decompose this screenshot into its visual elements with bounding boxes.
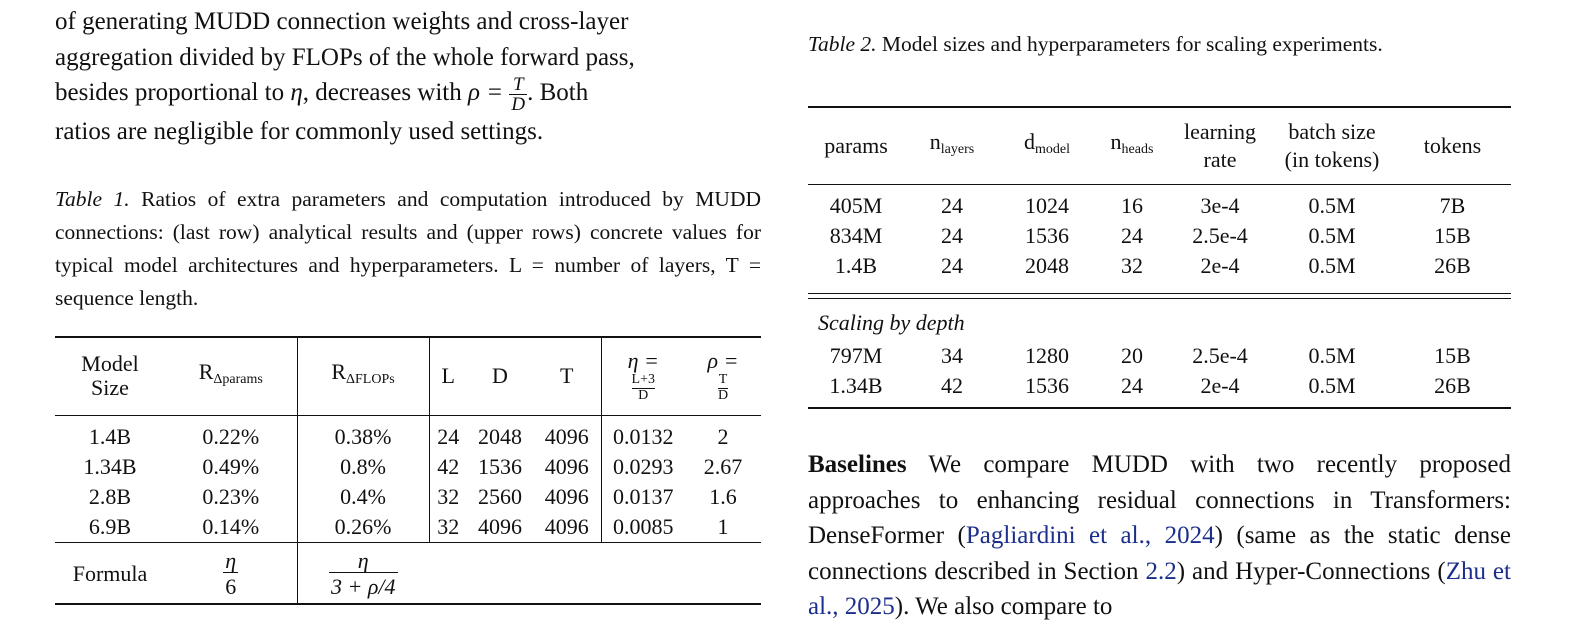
col-r-params: $R_{\Delta params}$ — [165, 337, 297, 416]
table1-caption-label: Table 1. — [55, 187, 130, 211]
params-formula: $\frac{\eta}{6}$ — [225, 548, 237, 599]
flops-formula: $\frac{\eta}{3 + \rho/4}$ — [330, 548, 396, 599]
col-nlayers: $n_{layers}$ — [904, 107, 1000, 185]
section-ref-link[interactable]: 2.2 — [1145, 557, 1177, 585]
baselines-heading: Baselines — [808, 451, 907, 478]
para-line: of generating MUDD connection weights and cross-layer — [55, 8, 629, 35]
table-row: 797M 34 1280 20 2.5e-4 0.5M 15B — [829, 343, 1471, 368]
table-row: 6.9B 0.14% 0.26% 32 4096 4096 0.0085 1 — [55, 512, 761, 543]
col-d: D — [467, 337, 533, 416]
table-row: 405M 24 1024 16 3e-4 0.5M 7B — [829, 193, 1466, 218]
table2 — [808, 106, 1511, 409]
table-row: 834M 24 1536 24 2.5e-4 0.5M 15B — [829, 223, 1471, 248]
table-row: 1.4B 24 2048 32 2e-4 0.5M 26B — [834, 253, 1471, 278]
formula-row: Formula $\frac{\eta}{6}$ $\frac{\eta}{3 + \rho/4}$ — [55, 543, 761, 606]
citation-link-zhu[interactable]: Zhu et al., 2025 — [808, 557, 1511, 620]
eta-symbol: η — [290, 79, 303, 107]
section-row — [808, 299, 1511, 341]
table2-caption-label: Table 2. — [808, 32, 877, 56]
table2-caption — [808, 28, 1528, 61]
col-rho: ρ = $\frac{T}{D}$ — [685, 337, 761, 416]
col-params: params — [808, 107, 904, 185]
rho-symbol: ρ = — [468, 79, 504, 107]
table-row: 1.4B 0.22% 0.38% 24 2048 4096 0.0132 2 — [55, 416, 761, 453]
col-eta: η = $\frac{L+3}{D}$ — [601, 337, 685, 416]
baselines-paragraph: Baselines We compare MUDD with two recently proposed approaches to enhancing residual connections in Transformers: DenseFormer (Pagliardini et al., 2024) (same as the static dense connections described in Section 2.2) and Hyper-Connections (Zhu et al., 2025). We also compare to — [808, 451, 1511, 620]
table1-header-row — [55, 337, 761, 416]
citation-link-pagliardini[interactable]: Pagliardini et al., 2024 — [965, 522, 1215, 549]
col-batch-size: batch size (in tokens) — [1270, 107, 1394, 185]
t-over-d-fraction: $\frac{T}{D}$ — [511, 74, 526, 115]
col-dmodel: $d_{model}$ — [1000, 107, 1094, 185]
table-row: 1.34B 0.49% 0.8% 42 1536 4096 0.0293 2.67 — [55, 452, 761, 482]
table2-header-row — [808, 107, 1511, 185]
table-row: 2.8B 0.23% 0.4% 32 2560 4096 0.0137 1.6 — [55, 482, 761, 512]
table1-bottom-rule — [55, 603, 761, 605]
section-label: Scaling by depth — [818, 310, 965, 335]
col-l: L — [429, 337, 467, 416]
col-learning-rate: learning rate — [1170, 107, 1270, 185]
para-line: ratios are negligible for commonly used settings. — [55, 118, 544, 145]
table2-caption-text: Model sizes and hyperparameters for scaling experiments. — [876, 32, 1383, 56]
table1 — [55, 337, 761, 605]
table1-caption-text: Ratios of extra parameters and computation introduced by MUDD connections: (last row) analytical results and (upper rows) concrete values for typical model architectures and hyperparameters. L = number of layers, T = sequence length. — [55, 187, 762, 310]
table1-caption — [55, 183, 761, 315]
intro-paragraph — [55, 4, 761, 150]
col-model-size: Model Size — [55, 337, 165, 416]
col-t: T — [533, 337, 601, 416]
para-line-math: besides proportional to η, decreases with ρ = $\frac{T}{D}$ . Both — [55, 74, 589, 115]
col-nheads: $n_{heads}$ — [1094, 107, 1170, 185]
col-tokens: tokens — [1394, 107, 1511, 185]
table-row: 1.34B 42 1536 24 2e-4 0.5M 26B — [808, 371, 1511, 408]
para-line: aggregation divided by FLOPs of the whole forward pass, — [55, 43, 635, 71]
col-r-flops: $R_{\Delta FLOPs}$ — [297, 337, 429, 416]
